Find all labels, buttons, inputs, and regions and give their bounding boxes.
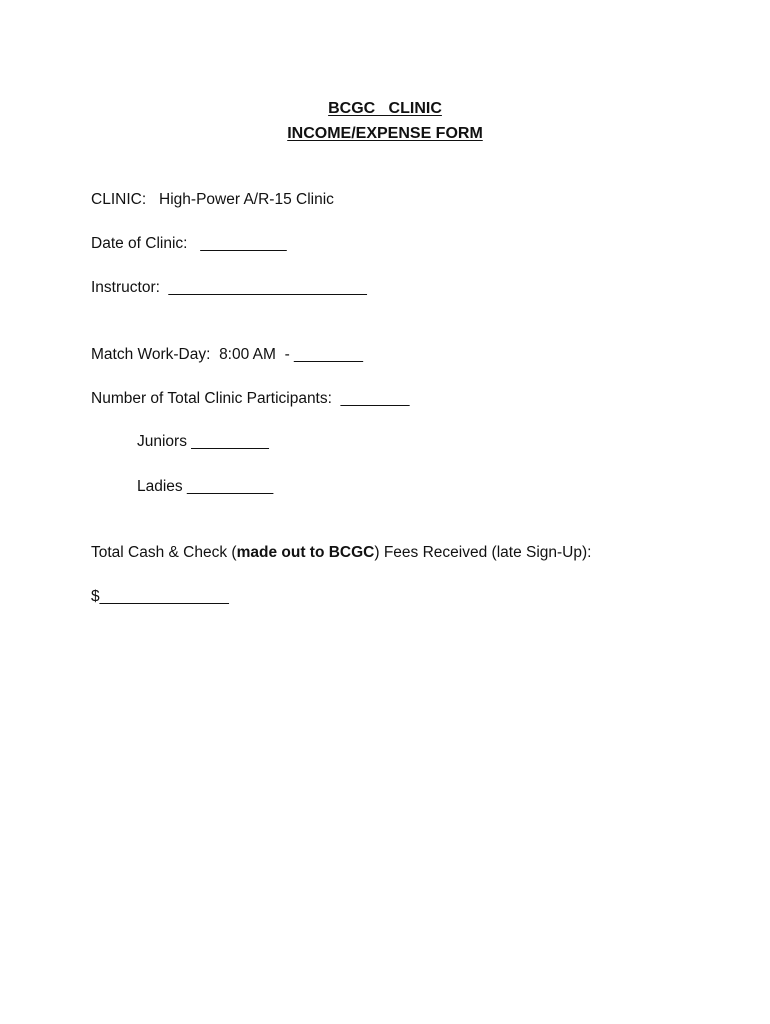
work-day-blank: ________ [294, 346, 364, 363]
currency-symbol: $ [91, 588, 100, 605]
ladies-label: Ladies [137, 478, 183, 495]
form-title [0, 96, 770, 146]
fees-prefix: Total Cash & Check ( [91, 544, 237, 561]
instructor-label: Instructor: [91, 279, 160, 296]
amount-blank: _______________ [99, 588, 229, 605]
ladies-blank: __________ [187, 478, 274, 495]
date-row [91, 234, 287, 254]
juniors-row [137, 432, 269, 452]
clinic-label: CLINIC: [91, 191, 147, 208]
work-day-row [91, 345, 363, 365]
participants-row [91, 389, 410, 409]
amount-row [91, 587, 229, 607]
juniors-label: Juniors [137, 433, 187, 450]
fees-payee: made out to BCGC [236, 544, 375, 561]
work-day-start: 8:00 AM [219, 346, 276, 363]
fees-suffix: ) Fees Received (late Sign-Up): [374, 544, 592, 561]
title-text-2: INCOME/EXPENSE FORM [287, 125, 483, 142]
participants-label: Number of Total Clinic Participants: [91, 390, 332, 407]
clinic-value: High-Power A/R-15 Clinic [159, 191, 334, 208]
date-blank: __________ [200, 235, 287, 252]
title-line-2 [0, 121, 770, 146]
instructor-blank: _______________________ [168, 279, 367, 296]
participants-blank: ________ [340, 390, 410, 407]
clinic-row [91, 190, 334, 210]
date-label: Date of Clinic: [91, 235, 188, 252]
title-text-1: BCGC CLINIC [328, 100, 442, 117]
title-line-1 [0, 96, 770, 121]
fees-row [91, 543, 591, 563]
ladies-row [137, 477, 273, 497]
work-day-separator: - [284, 346, 290, 363]
work-day-label: Match Work-Day: [91, 346, 211, 363]
juniors-blank: _________ [191, 433, 269, 450]
instructor-row [91, 278, 367, 298]
